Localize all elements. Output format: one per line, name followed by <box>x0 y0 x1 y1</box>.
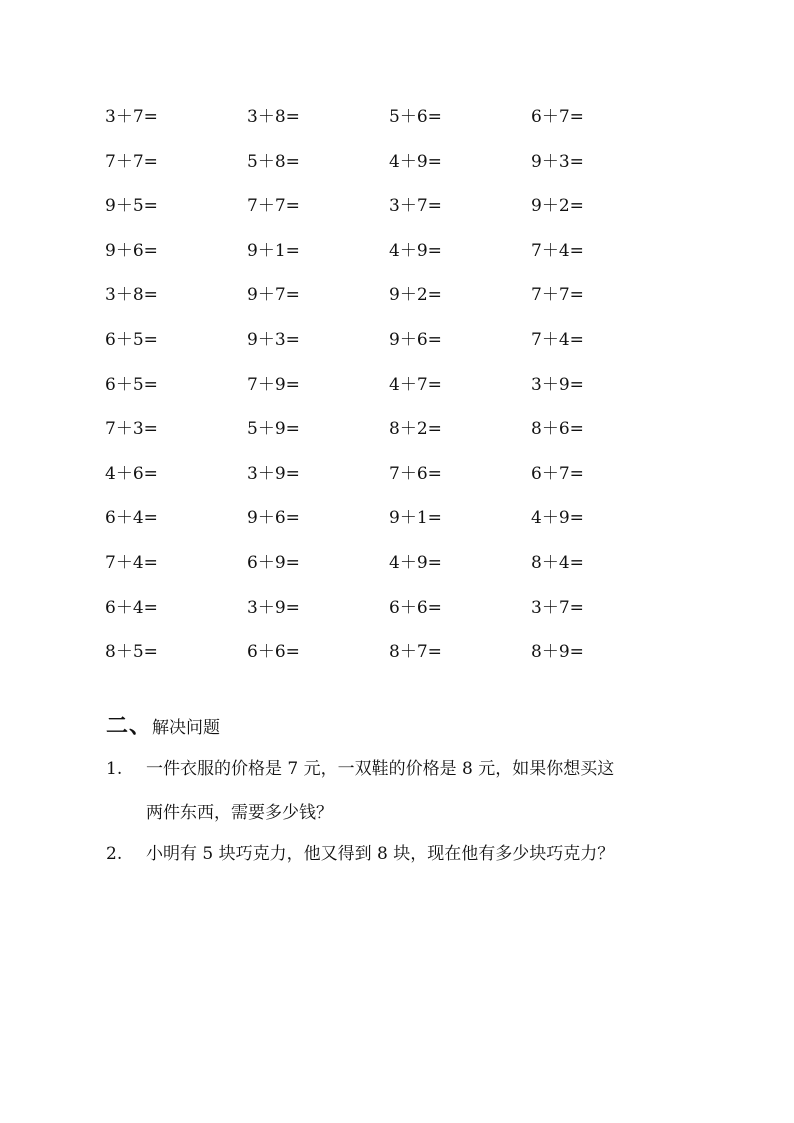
exercise-item: 9＋1= <box>247 240 300 261</box>
exercise-item: 9＋3= <box>531 151 584 172</box>
exercise-item: 3＋9= <box>531 374 584 395</box>
exercise-item: 6＋6= <box>247 642 300 663</box>
exercise-item: 5＋6= <box>389 107 442 127</box>
exercise-item: 9＋2= <box>531 196 584 217</box>
exercise-item: 3＋7= <box>105 107 158 127</box>
exercise-item: 6＋9= <box>247 552 300 573</box>
exercise-item: 4＋9= <box>389 240 442 261</box>
problem-text-line-1: 一件衣服的价格是 7 元，一双鞋的价格是 8 元，如果你想买这 <box>146 759 615 779</box>
exercise-item: 5＋8= <box>247 151 300 172</box>
exercise-item: 8＋6= <box>531 419 584 440</box>
exercise-item: 8＋2= <box>389 419 442 440</box>
section-number: 二、 <box>106 713 153 739</box>
exercise-item: 6＋7= <box>531 107 584 127</box>
section-heading <box>106 712 220 742</box>
exercise-item: 3＋9= <box>247 597 300 618</box>
exercise-item: 4＋9= <box>531 508 584 529</box>
exercise-item: 8＋7= <box>389 642 442 663</box>
exercise-item: 9＋7= <box>247 285 300 306</box>
exercise-item: 6＋5= <box>105 374 158 395</box>
exercise-item: 4＋9= <box>389 151 442 172</box>
exercise-item: 7＋7= <box>247 196 300 217</box>
exercise-item: 3＋8= <box>247 107 300 127</box>
exercise-item: 9＋6= <box>247 508 300 529</box>
exercise-item: 3＋7= <box>531 597 584 618</box>
exercise-item: 8＋5= <box>105 642 158 663</box>
problem-text-line-2: 两件东西，需要多少钱？ <box>146 803 333 823</box>
exercise-item: 9＋5= <box>105 196 158 217</box>
addition-exercise-grid <box>105 104 685 684</box>
exercise-item: 7＋4= <box>531 240 584 261</box>
section-title-text: 解决问题 <box>152 718 221 738</box>
exercise-item: 6＋6= <box>389 597 442 618</box>
exercise-item: 9＋6= <box>389 329 442 350</box>
exercise-item: 4＋6= <box>105 463 158 484</box>
problem-text-line-1: 小明有 5 块巧克力，他又得到 8 块，现在他有多少块巧克力？ <box>146 844 615 864</box>
exercise-item: 7＋9= <box>247 374 300 395</box>
exercise-item: 7＋3= <box>105 419 158 440</box>
exercise-item: 6＋7= <box>531 463 584 484</box>
exercise-item: 3＋9= <box>247 463 300 484</box>
problem-number: 1. <box>106 759 123 779</box>
exercise-item: 7＋7= <box>531 285 584 306</box>
exercise-item: 4＋7= <box>389 374 442 395</box>
exercise-item: 9＋3= <box>247 329 300 350</box>
exercise-item: 8＋4= <box>531 552 584 573</box>
exercise-item: 7＋4= <box>105 552 158 573</box>
exercise-item: 9＋2= <box>389 285 442 306</box>
exercise-item: 6＋4= <box>105 597 158 618</box>
exercise-item: 7＋7= <box>105 151 158 172</box>
exercise-item: 7＋4= <box>531 329 584 350</box>
exercise-item: 7＋6= <box>389 463 442 484</box>
exercise-item: 5＋9= <box>247 419 300 440</box>
exercise-item: 9＋6= <box>105 240 158 261</box>
exercise-item: 3＋7= <box>389 196 442 217</box>
exercise-item: 6＋4= <box>105 508 158 529</box>
exercise-item: 4＋9= <box>389 552 442 573</box>
exercise-item: 6＋5= <box>105 329 158 350</box>
exercise-item: 3＋8= <box>105 285 158 306</box>
problem-number: 2. <box>106 844 123 864</box>
exercise-item: 8＋9= <box>531 642 584 663</box>
exercise-item: 9＋1= <box>389 508 442 529</box>
